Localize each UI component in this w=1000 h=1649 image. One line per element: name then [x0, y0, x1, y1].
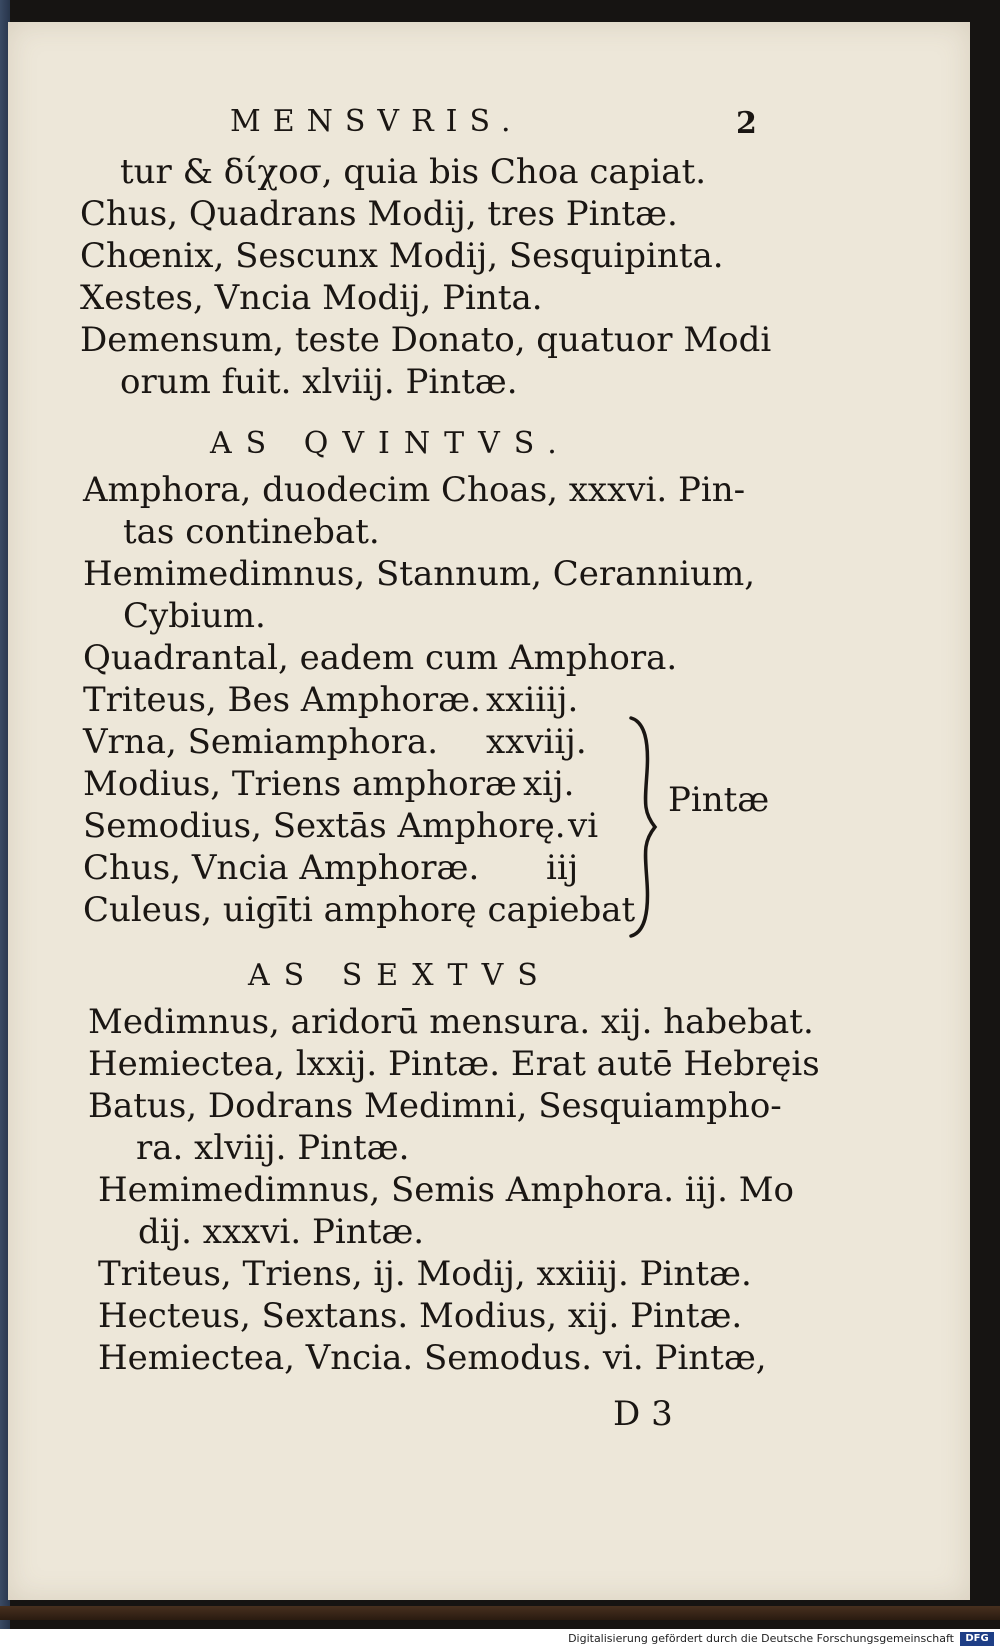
page-number: 2 — [736, 106, 757, 141]
footer-credit: Digitalisierung gefördert durch die Deutsche Forschungsgemeinschaft — [568, 1632, 954, 1645]
braced-row-name: Vrna, Semiamphora. — [83, 722, 439, 762]
text-line: Amphora, duodecim Choas, xxxvi. Pin- — [83, 470, 746, 510]
braced-row-value: xxviij. — [486, 722, 587, 762]
braced-row-name: Semodius, Sextās Amphorę. — [83, 806, 566, 846]
running-title: MENSVRIS. — [230, 104, 523, 139]
text-line: Triteus, Triens, ij. Modij, xxiiij. Pintæ. — [98, 1254, 752, 1294]
braced-row-value: vi — [568, 806, 599, 846]
text-line: dij. xxxvi. Pintæ. — [138, 1212, 425, 1252]
book-edge — [0, 1606, 1000, 1620]
text-line: Demensum, teste Donato, quatuor Modi — [80, 320, 772, 360]
text-line: Xestes, Vncia Modij, Pinta. — [80, 278, 543, 318]
section-heading-quintus: AS QVINTVS. — [210, 426, 571, 461]
text-line: Chœnix, Sescunx Modij, Sesquipinta. — [80, 236, 724, 276]
text-line: Hemiectea, Vncia. Semodus. vi. Pintæ, — [98, 1338, 767, 1378]
text-line: tur & δίχοσ, quia bis Choa capiat. — [120, 152, 707, 192]
book-page — [8, 22, 970, 1600]
text-line: Medimnus, aridorū mensura. xij. habebat. — [88, 1002, 814, 1042]
braced-row-value: xxiiij. — [486, 680, 579, 720]
text-line: Hemimedimnus, Semis Amphora. iij. Mo — [98, 1170, 795, 1210]
braced-row-name: Culeus, uigīti amphorę capiebat — [83, 890, 636, 930]
text-line: Quadrantal, eadem cum Amphora. — [83, 638, 678, 678]
dfg-logo-icon: DFG — [960, 1632, 994, 1646]
section-heading-sextus: AS SEXTVS — [248, 958, 552, 993]
braced-row-value: xij. — [523, 764, 575, 804]
text-line: orum fuit. xlviij. Pintæ. — [120, 362, 518, 402]
signature-mark: D 3 — [613, 1394, 673, 1434]
text-line: ra. xlviij. Pintæ. — [136, 1128, 410, 1168]
footer-bar — [0, 1629, 1000, 1649]
text-line: Batus, Dodrans Medimni, Sesquiampho- — [88, 1086, 782, 1126]
braced-row-name: Triteus, Bes Amphoræ. — [83, 680, 481, 720]
text-line: Chus, Quadrans Modij, tres Pintæ. — [80, 194, 678, 234]
text-line: tas continebat. — [123, 512, 380, 552]
curly-brace-icon — [623, 712, 663, 942]
braced-row-value: iij — [546, 848, 579, 888]
brace-label: Pintæ — [668, 780, 770, 820]
text-line: Cybium. — [123, 596, 266, 636]
text-line: Hemimedimnus, Stannum, Cerannium, — [83, 554, 756, 594]
braced-row-name: Modius, Triens amphoræ — [83, 764, 517, 804]
text-line: Hemiectea, lxxij. Pintæ. Erat autē Hebręis — [88, 1044, 820, 1084]
text-line: Hecteus, Sextans. Modius, xij. Pintæ. — [98, 1296, 743, 1336]
braced-row-name: Chus, Vncia Amphoræ. — [83, 848, 480, 888]
